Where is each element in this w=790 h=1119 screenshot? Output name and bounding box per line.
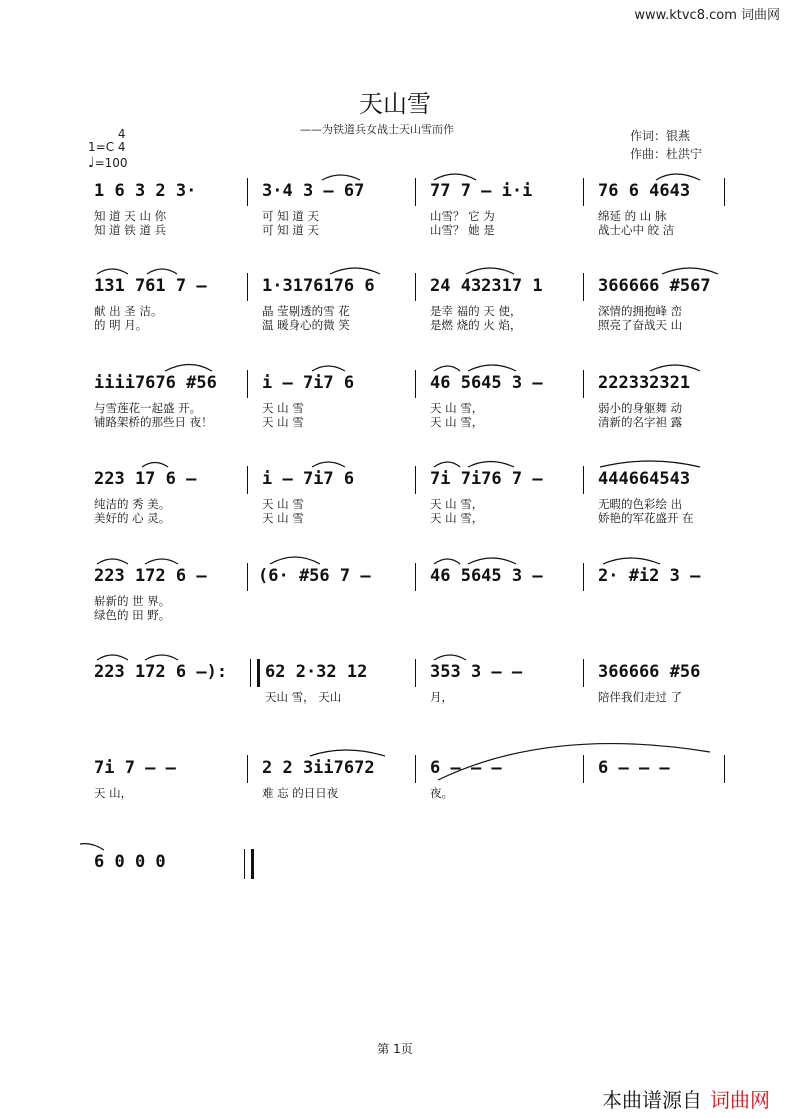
measure-notes: 6 – – – (598, 758, 670, 778)
lyric-line-1: 无暇的色彩绘 出 (598, 497, 683, 511)
lyric-line-1: 崭新的 世 界。 (94, 594, 171, 608)
measure-notes: iiii7676 #56 (94, 373, 217, 393)
key-label: 1=C (88, 140, 115, 154)
slur (656, 174, 700, 180)
slur (466, 268, 514, 274)
measure-notes: (6· #56 7 – (258, 566, 371, 586)
slur (142, 463, 168, 468)
lyric-line-2: 的 明 月。 (94, 318, 148, 332)
lyric-line-1: 天山 雪， 天山 (265, 690, 342, 704)
lyric-line-1: 天 山 雪 (262, 497, 304, 511)
lyric-line-2: 美好的 心 灵。 (94, 511, 171, 525)
lyric-line-1: 晶 莹剔透的雪 花 (262, 304, 350, 318)
lyric-line-1: 弱小的身躯舞 动 (598, 401, 683, 415)
slur (322, 175, 360, 180)
time-top: 4 (117, 127, 126, 141)
measure-notes: 6 0 0 0 (94, 852, 166, 872)
lyric-line-1: 天 山， (94, 786, 133, 800)
slur (145, 559, 178, 564)
measure-notes: 2 2 3ii7672 (262, 758, 375, 778)
measure-notes: 222332321 (598, 373, 691, 393)
composer-credit: 作曲：杜洪宁 (630, 147, 703, 161)
measure-notes: 24 432317 1 (430, 276, 543, 296)
lyric-line-1: 知 道 天 山 你 (94, 209, 167, 223)
slur (434, 366, 460, 371)
lyric-line-2: 天 山 雪 (262, 511, 304, 525)
measure-notes: 1·3176176 6 (262, 276, 375, 296)
lyric-line-2: 山雪？ 她 是 (430, 223, 495, 237)
measure-notes: 3·4 3 – 67 (262, 181, 365, 201)
measure-notes: 131 761 7 – (94, 276, 207, 296)
measure-notes: i – 7i7 6 (262, 469, 355, 489)
lyric-line-1: 夜。 (430, 786, 453, 800)
slur (312, 462, 345, 467)
slur (97, 655, 128, 660)
lyric-line-2: 天 山 雪， (430, 511, 484, 525)
slur (468, 365, 516, 371)
slur (330, 268, 380, 274)
slur (662, 268, 718, 274)
time-bottom: 4 (117, 140, 126, 154)
source-credit (602, 1084, 770, 1113)
slur (434, 174, 476, 180)
slur (603, 558, 660, 564)
lyric-line-2: 天 山 雪， (430, 415, 484, 429)
measure-notes: 6 – – – (430, 758, 502, 778)
slur (434, 462, 460, 467)
lyric-line-1: 与雪莲花一起盛 开。 (94, 401, 202, 415)
lyric-line-1: 绵延 的 山 脉 (598, 209, 667, 223)
lyric-line-2: 铺路架桥的那些日 夜！ (94, 415, 213, 429)
lyric-line-1: 山雪？ 它 为 (430, 209, 495, 223)
lyric-line-1: 深情的拥抱峰 峦 (598, 304, 683, 318)
lyric-line-1: 天 山 雪 (262, 401, 304, 415)
lyric-line-1: 天 山 雪， (430, 401, 484, 415)
lyric-line-1: 纯洁的 秀 美。 (94, 497, 171, 511)
lyric-line-2: 战士心中 皎 洁 (598, 223, 675, 237)
lyric-line-2: 照亮了奋战天 山 (598, 318, 683, 332)
slur (310, 750, 385, 756)
measure-notes: 223 172 6 – (94, 566, 207, 586)
tempo-label: =100 (94, 156, 128, 170)
page-number: 第 1页 (377, 1042, 413, 1056)
measure-notes: 7i 7i76 7 – (430, 469, 543, 489)
measure-notes: 353 3 – – (430, 662, 523, 682)
measure-notes: 46 5645 3 – (430, 566, 543, 586)
measure-notes: 366666 #56 (598, 662, 701, 682)
slur (468, 462, 514, 468)
lyricist-credit: 作词：银燕 (630, 129, 691, 143)
lyric-line-2: 天 山 雪 (262, 415, 304, 429)
slur (468, 558, 516, 564)
measure-notes: i – 7i7 6 (262, 373, 355, 393)
measure-notes: 223 172 6 –): (94, 662, 228, 682)
slur (438, 744, 710, 780)
slur (270, 557, 320, 564)
measure-notes: 46 5645 3 – (430, 373, 543, 393)
slur (650, 365, 700, 371)
lyric-line-2: 温 暖身心的微 笑 (262, 318, 350, 332)
slur (165, 365, 212, 372)
slur (97, 559, 128, 564)
source-brand-link[interactable]: 词曲网 (710, 1088, 770, 1112)
lyric-line-2: 娇艳的军花盛开 在 (598, 511, 694, 525)
measure-notes: 444664543 (598, 469, 691, 489)
lyric-line-1: 天 山 雪， (430, 497, 484, 511)
measure-notes: 7i 7 – – (94, 758, 176, 778)
lyric-line-2: 可 知 道 天 (262, 223, 319, 237)
slur (434, 655, 466, 660)
measure-notes: 223 17 6 – (94, 469, 197, 489)
measure-notes: 1 6 3 2 3· (94, 181, 197, 201)
slur (434, 559, 460, 564)
measure-notes: 76 6 4643 (598, 181, 691, 201)
source-label: 本曲谱源自 (602, 1088, 702, 1112)
slur (80, 844, 104, 850)
lyric-line-1: 献 出 圣 洁。 (94, 304, 163, 318)
lyric-line-2: 是燃 烧的 火 焰， (430, 318, 522, 332)
lyric-line-1: 陪伴我们走过 了 (598, 690, 683, 704)
lyric-line-2: 绿色的 田 野。 (94, 608, 171, 622)
lyric-line-1: 可 知 道 天 (262, 209, 319, 223)
lyric-line-1: 是幸 福的 天 使， (430, 304, 522, 318)
slur (147, 269, 177, 274)
quarter-note-icon: ♩ (88, 155, 95, 171)
slur (600, 461, 700, 467)
lyric-line-1: 难 忘 的日日夜 (262, 786, 339, 800)
slur (145, 655, 178, 660)
lyric-line-1: 月， (430, 690, 453, 704)
song-subtitle: ——为铁道兵女战士天山雪而作 (300, 123, 454, 136)
site-watermark[interactable]: www.ktvc8.com 词曲网 (634, 8, 780, 23)
slur (312, 366, 345, 371)
measure-notes: 366666 #567 (598, 276, 711, 296)
slur (97, 269, 128, 274)
song-title: 天山雪 (359, 90, 431, 118)
measure-notes: 2· #i2 3 – (598, 566, 701, 586)
measure-notes: 62 2·32 12 (265, 662, 368, 682)
lyric-line-2: 清新的名字袒 露 (598, 415, 683, 429)
measure-notes: 77 7 – i·i (430, 181, 533, 201)
lyric-line-2: 知 道 铁 道 兵 (94, 223, 167, 237)
